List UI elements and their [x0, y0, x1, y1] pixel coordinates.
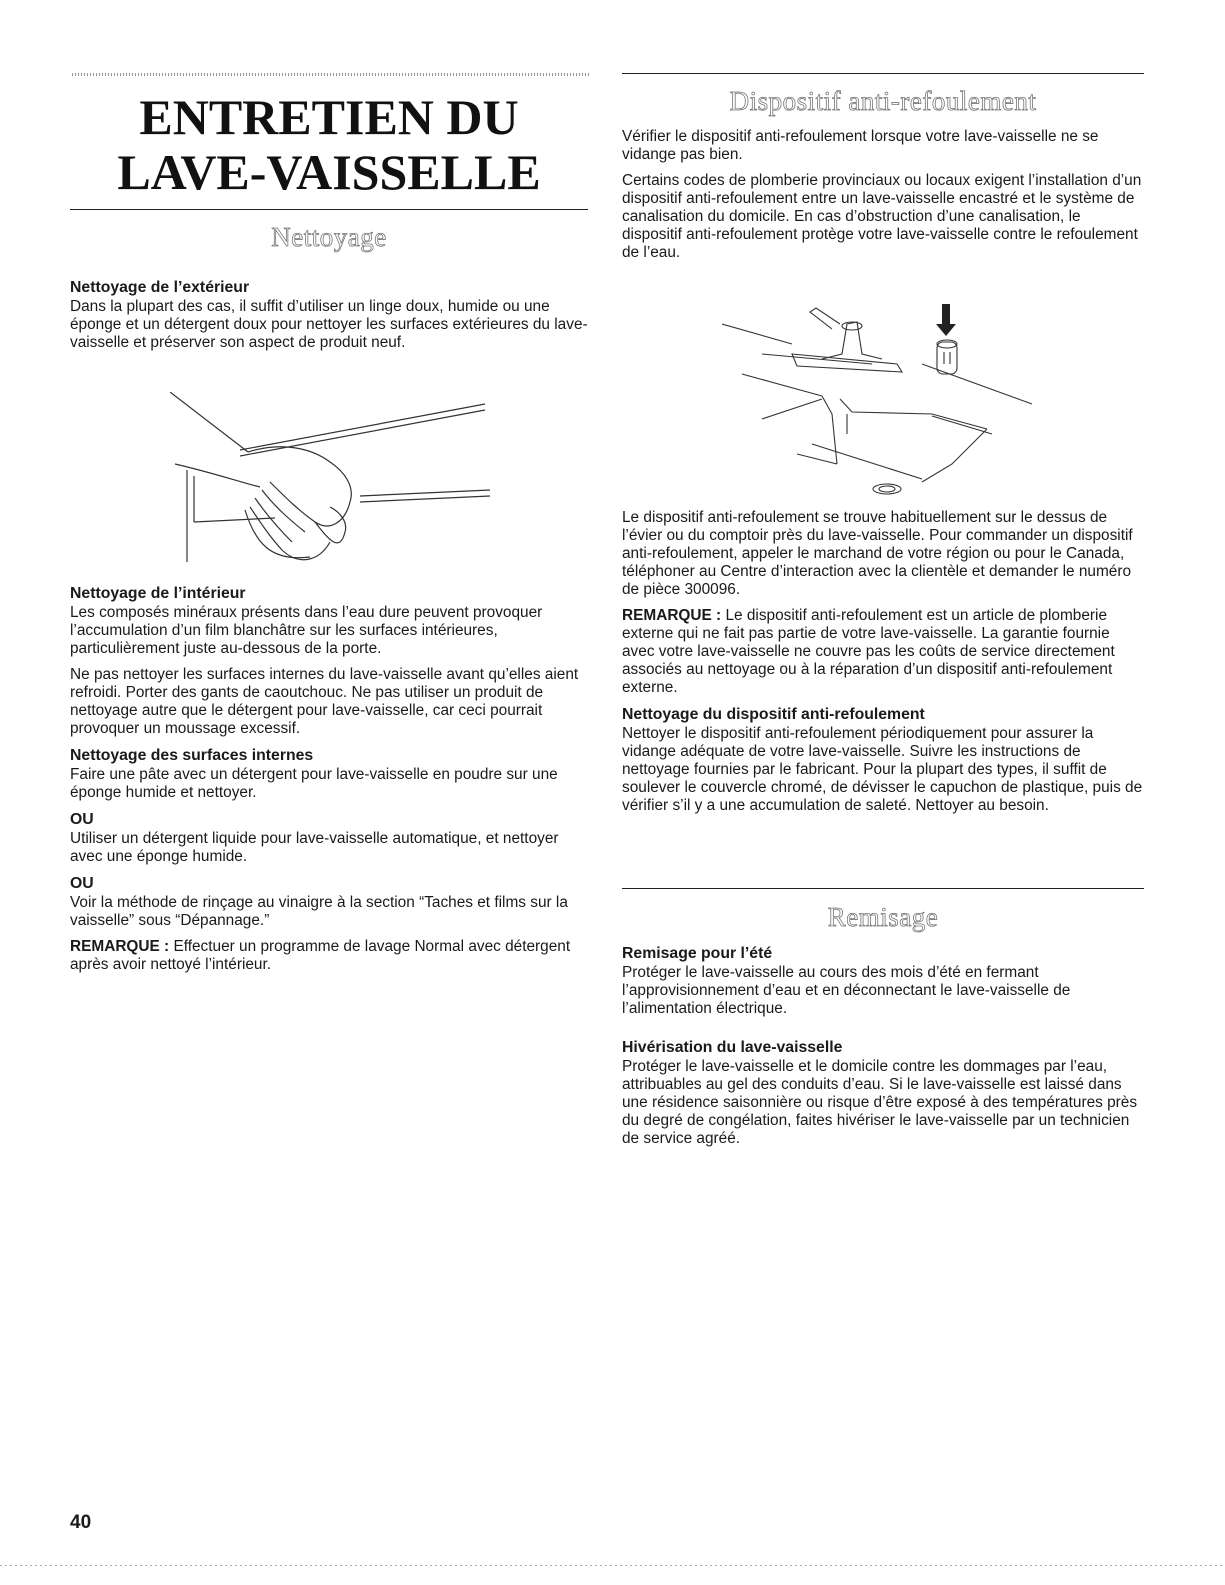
top-dotted-rule-left [72, 73, 590, 76]
heading-internal-surfaces: Nettoyage des surfaces internes [70, 747, 314, 764]
left-note-text: Effectuer un programme de lavage Normal avec détergent après avoir nettoyé l’intérieur. [70, 938, 571, 973]
page-number: 40 [70, 1512, 92, 1533]
left-note [70, 938, 588, 974]
left-text-block-1 [70, 278, 588, 360]
title-rule [70, 209, 588, 210]
bottom-dotted-rule [0, 1565, 1225, 1566]
anti-refoulement-text-3: Le dispositif anti-refoulement se trouve habituellement sur le dessus de l’évier ou du comptoir près du lave-vaisselle. Pour commander un dispositif anti-refoulement, appeler le marchand de votre région ou pour le Canada, téléphoner au Centre d’interaction avec la clientèle et demander le numéro de pièce 300096. [622, 509, 1133, 598]
interior-cleaning-text-2: Ne pas nettoyer les surfaces internes du lave-vaisselle avant qu’elles aient refroidi. Porter des gants de caoutchouc. Ne pas utiliser un produit de nettoyage autre que le détergent pour lave-vaisselle, car ceci pourrait provoquer un moussage excessif. [70, 666, 579, 737]
hand-wiping-illustration [170, 392, 510, 572]
internal-surfaces-text-1: Faire une pâte avec un détergent pour lave-vaisselle en poudre sur une éponge humide et nettoyer. [70, 766, 558, 801]
right-note-label: REMARQUE : [622, 607, 722, 624]
left-note-label: REMARQUE : [70, 938, 170, 955]
interior-cleaning-text-1: Les composés minéraux présents dans l’eau dure peuvent provoquer l’accumulation d’un film blanchâtre sur les surfaces intérieures, particulièrement juste au-dessous de la porte. [70, 604, 543, 657]
heading-anti-refoulement-cleaning: Nettoyage du dispositif anti-refoulement [622, 706, 925, 723]
anti-refoulement-text-2: Certains codes de plomberie provinciaux ou locaux exigent l’installation d’un dispositif anti-refoulement entre un lave-vaisselle encastré et le système de canalisation du domicile. En cas d’obstruction d’une canalisation, le dispositif anti-refoulement protège votre lave-vaisselle contre le refoulement de l’eau. [622, 172, 1142, 261]
section-heading-remisage: Remisage [827, 902, 939, 932]
right-note-text: Le dispositif anti-refoulement est un article de plomberie externe qui ne fait pas partie de votre lave-vaisselle. La garantie fournie avec votre lave-vaisselle ne couvre pas les coûts de service directement associés au nettoyage ou à la réparation d’un dispositif anti-refoulement externe. [622, 607, 1115, 696]
or-label-1: OU [70, 811, 94, 828]
section-heading-anti-refoulement: Dispositif anti-refoulement [729, 86, 1037, 116]
sink-air-gap-illustration [722, 304, 1052, 504]
left-text-block-2 [70, 584, 588, 982]
internal-surfaces-text-3: Voir la méthode de rinçage au vinaigre à la section “Taches et films sur la vaisselle” sous “Dépannage.” [70, 894, 568, 929]
or-label-2: OU [70, 875, 94, 892]
anti-refoulement-text-1: Vérifier le dispositif anti-refoulement lorsque votre lave-vaisselle ne se vidange pas bien. [622, 128, 1099, 163]
summer-storage-text: Protéger le lave-vaisselle au cours des mois d’été en fermant l’approvisionnement d’eau et en déconnectant le lave-vaisselle de l’alimentation électrique. [622, 964, 1071, 1017]
heading-summer-storage: Remisage pour l’été [622, 945, 773, 962]
right-text-block-3 [622, 944, 1144, 1156]
right-text-block-2 [622, 509, 1144, 823]
page-title-line-1: ENTRETIEN DU [139, 89, 519, 145]
top-rule-right [622, 73, 1144, 74]
anti-refoulement-cleaning-text: Nettoyer le dispositif anti-refoulement périodiquement pour assurer la vidange adéquate de votre lave-vaisselle. Suivre les instructions de nettoyage fournies par le fabricant. Pour la plupart des types, il suffit de soulever le couvercle chromé, de dévisser le capuchon de plastique, puis de vérifier s’il y a une accumulation de saleté. Nettoyer au besoin. [622, 725, 1143, 814]
right-text-block-1 [622, 128, 1144, 270]
winterizing-text: Protéger le lave-vaisselle et le domicile contre les dommages par l’eau, attribuables au gel des conduits d’eau. Si le lave-vaisselle est laissé dans une résidence saisonnière ou risque d’être exposé à des températures près du degré de congélation, faites hivériser le lave-vaisselle par un technicien de service agréé. [622, 1058, 1138, 1147]
section-heading-nettoyage: Nettoyage [271, 222, 387, 252]
heading-winterizing: Hivérisation du lave-vaisselle [622, 1039, 843, 1056]
internal-surfaces-text-2: Utiliser un détergent liquide pour lave-vaisselle automatique, et nettoyer avec une éponge humide. [70, 830, 559, 865]
exterior-cleaning-text: Dans la plupart des cas, il suffit d’utiliser un linge doux, humide ou une éponge et un détergent doux pour nettoyer les surfaces extérieures du lave-vaisselle et préserver son aspect de produit neuf. [70, 298, 588, 351]
remisage-rule [622, 888, 1144, 889]
heading-exterior-cleaning: Nettoyage de l’extérieur [70, 279, 250, 296]
page-title-line-2: LAVE-VAISSELLE [117, 144, 541, 200]
page-title [70, 90, 588, 200]
right-note [622, 607, 1144, 697]
heading-interior-cleaning: Nettoyage de l’intérieur [70, 585, 246, 602]
